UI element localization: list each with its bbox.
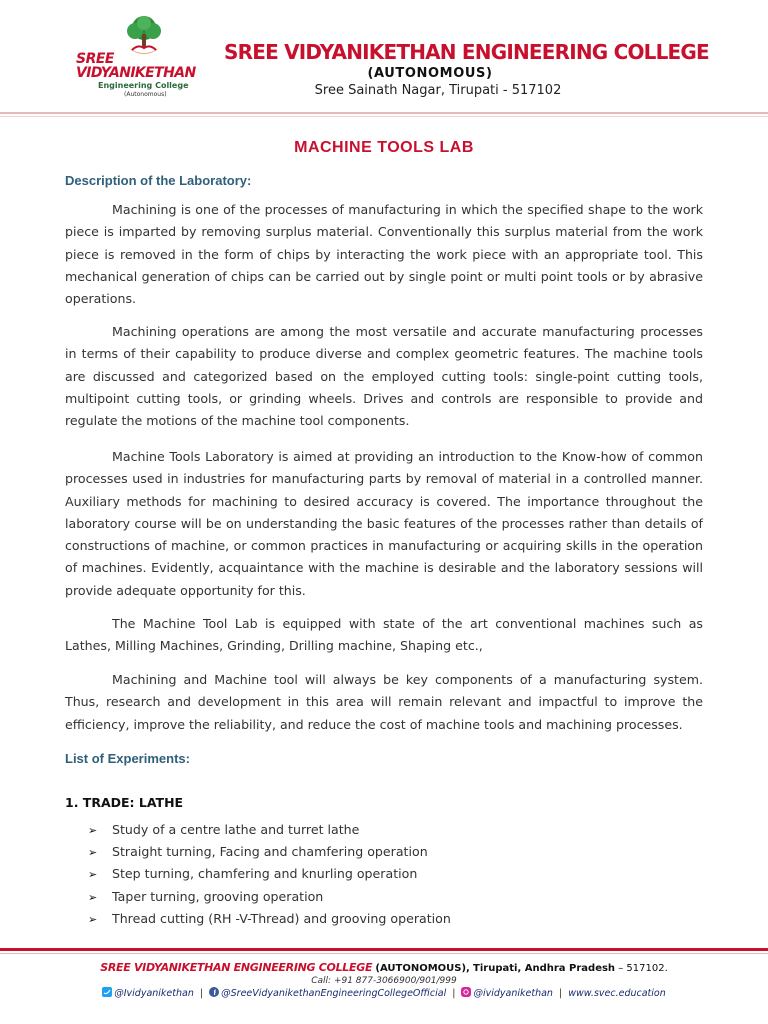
arrow-bullet-icon: ➢ — [88, 824, 98, 837]
footer-location: Tirupati, Andhra Pradesh — [473, 963, 616, 974]
experiment-text: Study of a centre lathe and turret lathe — [112, 822, 360, 837]
paragraph-text: Machine Tools Laboratory is aimed at providing an introduction to the Know-how of common processes used in industries for manufacturing parts by removal of material in a controlled manner. Auxiliary methods for machining to desired accuracy is covered. The importance throughout the laboratory course will be on understanding the basic features of the processes rather than details of constructions of machine, or common practices in manufacturing or acquiring skills in the operation of machines. Evidently, acquaintance with the machine is desirable and the laboratory sessions will provide adequate opportunity for this. — [65, 449, 703, 598]
page-header — [0, 0, 768, 112]
trade-heading: 1. TRADE: LATHE — [65, 795, 184, 810]
footer-call: Call: +91 877-3066900/901/999 — [311, 976, 457, 986]
page-title: MACHINE TOOLS LAB — [294, 139, 474, 156]
experiment-text: Taper turning, grooving operation — [112, 888, 324, 904]
paragraph-text: Machining operations are among the most versatile and accurate manufacturing processes in terms of their capability to produce diverse and complex geometric features. The machine tools are discussed and categorized based on the employed cutting tools: single-point cutting tools, multipoint cutting tools, or grinding wheels. Drives and controls are responsible to provide and regulate the motions of the machine tool components. — [65, 324, 703, 429]
footer-college-name: SREE VIDYANIKETHAN ENGINEERING COLLEGE — [100, 961, 373, 974]
paragraph-text: Machining and Machine tool will always be key components of a manufacturing system. Thus, research and development in this area will remain relevant and impactful to improve the efficiency, improve the reliability, and reduce the cost of machine tools and machining processes. — [65, 672, 703, 732]
college-name: SREE VIDYANIKETHAN ENGINEERING COLLEGE — [224, 40, 709, 64]
experiment-list — [88, 822, 688, 933]
autonomous-label: (AUTONOMOUS) — [367, 66, 493, 81]
college-address: Sree Sainath Nagar, Tirupati - 517102 — [314, 83, 562, 98]
experiment-text: Thread cutting (RH -V-Thread) and grooving operation — [112, 910, 451, 926]
arrow-bullet-icon: ➢ — [88, 912, 98, 926]
list-item — [88, 911, 688, 933]
arrow-bullet-icon: ➢ — [88, 868, 98, 882]
paragraph-text: The Machine Tool Lab is equipped with state of the art conventional machines such as Lathes, Milling Machines, Grinding, Drilling machine, Shaping etc., — [65, 616, 703, 654]
footer-address — [0, 961, 768, 974]
arrow-bullet-icon: ➢ — [88, 846, 98, 860]
logo-text-autonomous: (Autonomous) — [124, 91, 167, 98]
footer-pin: – 517102. — [615, 963, 668, 974]
paragraph-text: Machining is one of the processes of manufacturing in which the specified shape to the work piece is imparted by removing surplus material. Conventionally this surplus material from the work piece is removed in the form of chips by interacting the work piece with an appropriate tool. This mechanical generation of chips can be carried out by single point or multi point tools or by abrasive operations. — [65, 202, 703, 307]
description-heading: Description of the Laboratory: — [65, 173, 252, 188]
twitter-link[interactable]: @Ividyanikethan — [114, 988, 194, 999]
paragraph-5 — [65, 669, 703, 736]
footer-autonomous: (AUTONOMOUS), — [375, 963, 470, 974]
facebook-icon — [209, 987, 219, 997]
experiments-heading: List of Experiments: — [65, 751, 190, 766]
twitter-icon — [102, 987, 112, 997]
college-logo — [76, 14, 216, 104]
header-divider-thin — [0, 116, 768, 117]
experiment-text: Step turning, chamfering and knurling operation — [112, 866, 418, 882]
header-divider — [0, 112, 768, 114]
list-item — [88, 866, 688, 888]
instagram-icon — [461, 987, 471, 997]
experiment-text: Straight turning, Facing and chamfering operation — [112, 844, 428, 860]
list-item — [88, 844, 688, 866]
paragraph-4 — [65, 613, 703, 658]
tree-logo-icon — [120, 14, 168, 62]
footer-social: @Ividyanikethan | @SreeVidyanikethanEngineeringCollegeOfficial | @ividyanikethan | www.svec.education — [0, 987, 768, 999]
list-item — [88, 822, 688, 844]
instagram-link[interactable]: @ividyanikethan — [473, 988, 553, 999]
paragraph-2 — [65, 321, 703, 432]
logo-text-vidyanikethan: VIDYANIKETHAN — [76, 65, 196, 81]
list-item — [88, 889, 688, 911]
paragraph-1 — [65, 199, 703, 310]
footer-divider-thin — [0, 953, 768, 954]
footer-divider — [0, 948, 768, 951]
facebook-link[interactable]: @SreeVidyanikethanEngineeringCollegeOfficial — [221, 988, 447, 999]
logo-text-sree: SREE — [76, 51, 114, 67]
logo-text-engineering: Engineering College — [98, 81, 189, 90]
website-link[interactable]: www.svec.education — [568, 988, 666, 999]
arrow-bullet-icon: ➢ — [88, 890, 98, 904]
paragraph-3 — [65, 446, 703, 602]
